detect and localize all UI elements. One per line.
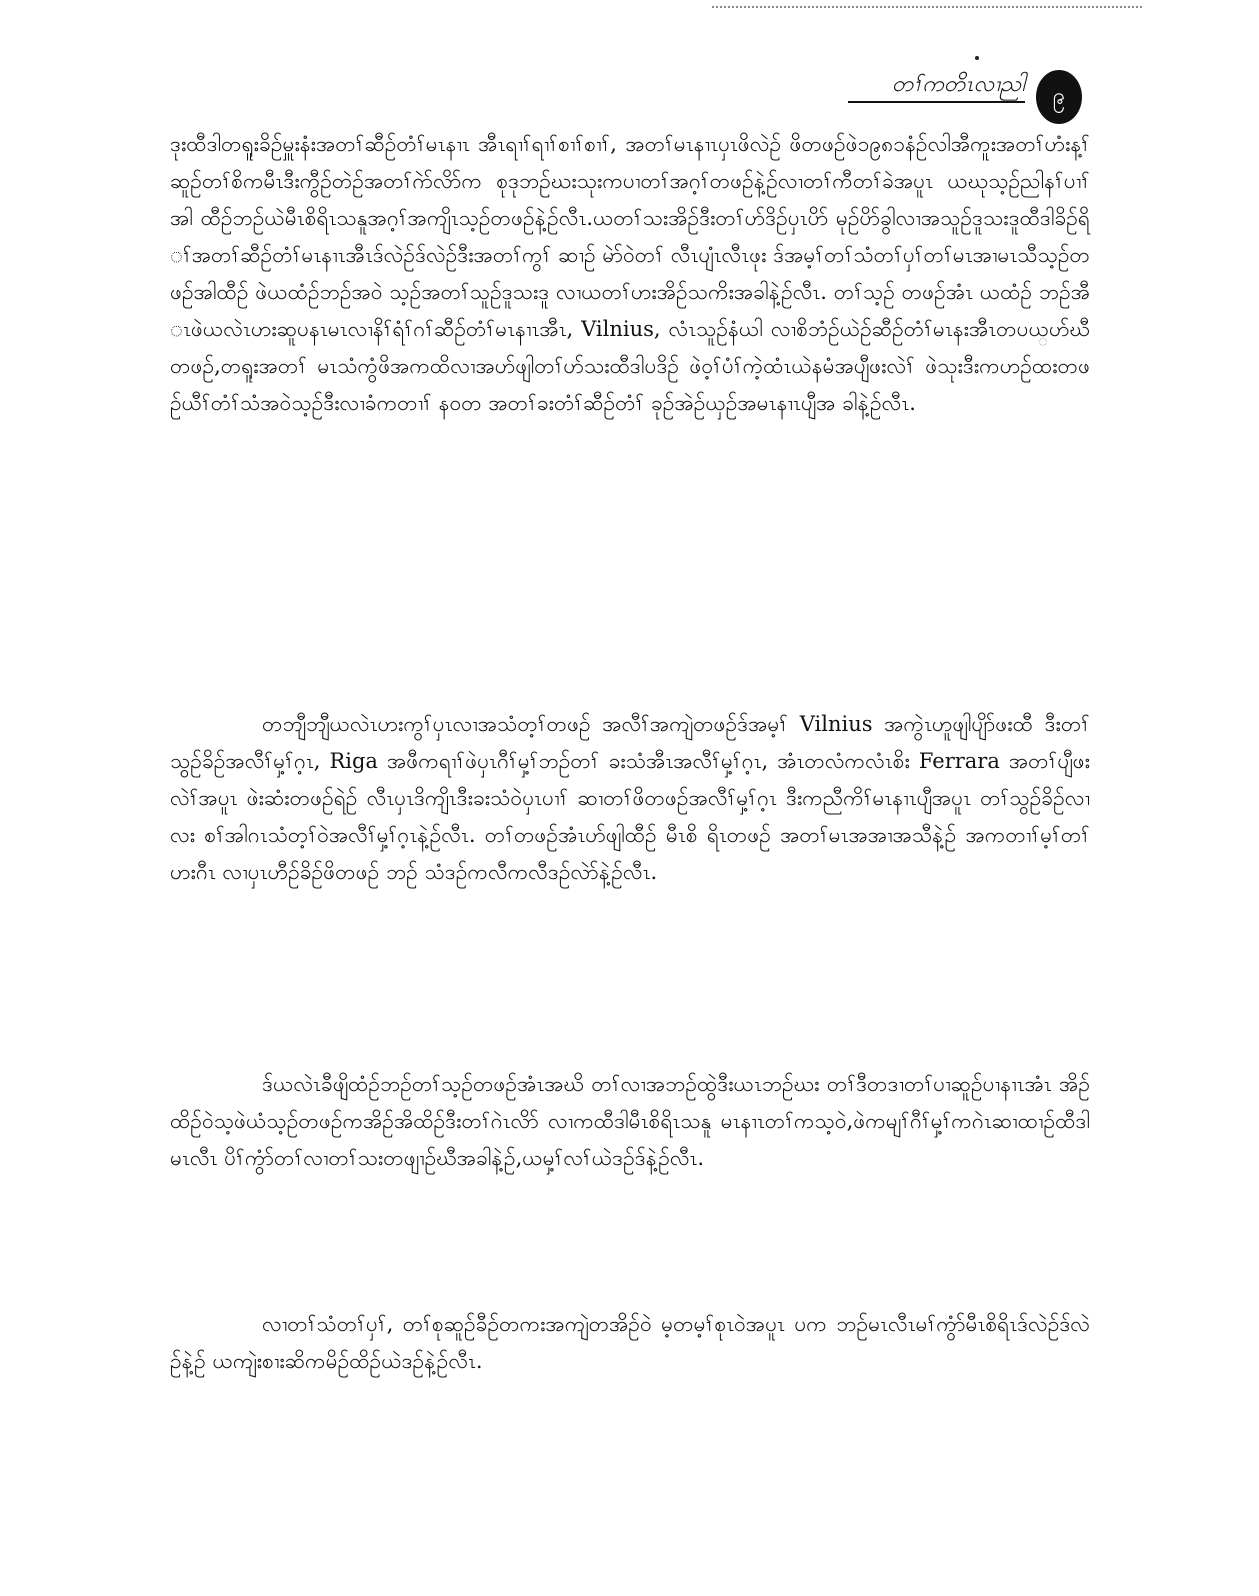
page-number-badge: ၉ [1036, 70, 1082, 124]
scan-speck [975, 56, 979, 60]
paragraph-3: ဒ်ယလဲၤခီဖျိထံဉ်ဘဉ်တၢ်သ့ဉ်တဖဉ်အံၤအဃိ တၢ်လၢအဘဉ်ထွဲဒီးယၤဘဉ်ဃး တၢ်ဒီတဒၢတၢ်ပၢဆူဉ်ပၢနၢၤအံၤ အိဉ်ထိဉ်ဝဲသ့ဖဲယံသ့ဉ်တဖဉ်ကအိဉ်အိထိဉ်ဒီးတၢ်ဂဲၤလိာ် လၢကထီဒါမီၤစိရိၤသနူ မၤနၢၤတၢ်ကသ့ဝဲ,ဖဲကမျၢ်ဂီၢ်မှ့ၢ်ကဂဲၤဆၢထၢဉ်ထီဒါမၤလီၤ ပိၢ်ကွံာ်တၢ်လၢတၢ်သးတဖျၢဉ်ဃီအခါနဲ့ဉ်,ယမှ့ၢ်လၢ်ယဲဒဉ်ဒ်နဲ့ဉ်လီၤ. [170, 1072, 1090, 1170]
running-title: တၢ်ကတိၤလၢညါ [891, 72, 1025, 97]
paragraph-4: လၢတၢ်သံတၢ်ပှၢ်, တၢ်စုဆူဉ်ခီဉ်တကးအကျဲတအိဉ်ဝဲ မ့တမ့ၢ်စုၤဝဲအပူၤ ပက ဘဉ်မၤလီၤမၢ်ကွံာ်မီၤစိရိၤဒ်လဲဉ်ဒ်လဲဉ်နဲ့ဉ် ယကျဲးစၢးဆိကမိဉ်ထိဉ်ယဲဒဉ်နဲ့ဉ်လီၤ. [170, 1312, 1090, 1373]
paragraph-1: ဒုးထီဒါတရူးခိဉ်မှူးနံးအတၢ်ဆီဉ်တံၢ်မၤနၢၤ အီၤရၢၢ်ရၢၢ်စၢၢ်စၢၢ်, အတၢ်မၤနၢၤပှၤဖိလဲဉ် ဖိတဖဉ်ဖဲ၁၉၈၁နံဉ်လါအီကူးအတၢ်ဟံးန့ၢ်ဆူဉ်တၢ်စိကမီၤဒီးကွီဉ်တဲဉ်အတၢ်ဂဲာ်လိာ်က စုဒုဘဉ်ဃးသုးကပၢတၢ်အဂ့ၢ်တဖဉ်နဲ့ဉ်လၢတၢ်ကီတၢ်ခဲအပူၤ ယဃုသ့ဉ်ညါနၢ်ပၢၢ်အါ ထီဉ်ဘဉ်ယဲမီၤစိရိၤသနူအဂ့ၢ်အကျိၤသ့ဉ်တဖဉ်နဲ့ဉ်လီၤ.ယတၢ်သးအိဉ်ဒီးတၢ်ဟ်ဒိဉ်ပှၤပိာ် မုဉ်ပိာ်ခွါလၢအသူဉ်ဒူသးဒူထီဒါခိဉ်ရိၢ်အတၢ်ဆီဉ်တံၢ်မၤနၢၤအီၤဒ်လဲဉ်ဒ်လဲဉ်ဒီးအတၢ်ကွၢ် ဆၢဉ် မဲာ်ဝဲတၢ် လီၤပျံၤလီၤဖုး ဒ်အမ့ၢ်တၢ်သံတၢ်ပှၢ်တၢ်မၤအၢမၤသီသ့ဉ်တဖဉ်အါထီဉ် ဖဲယထံဉ်ဘဉ်အဝဲ သ့ဉ်အတၢ်သူဉ်ဒူသးဒူ လၢယတၢ်ဟးအိဉ်သကိးအခါနဲ့ဉ်လီၤ. တၢ်သ့ဉ် တဖဉ်အံၤ ယထံဉ် ဘဉ်အီၤဖဲယလဲၤဟးဆူပနၤမၤလၢနိၢ်ရံၢ်ဂၢ်ဆီဉ်တံၢ်မၤနၢၤအီၤ, Vilnius, လံၤသူဉ်နံယါ လၢစိဘံဉ်ယဲဉ်ဆီဉ်တံၢ်မၤနးအီၤတပယ္ဟ်ဃီတဖဉ်,တရူးအတၢ် မၤသံကွံဖိအကထိလၢအဟ်ဖျါတၢ်ဟ်သးထီဒါပဒိဉ် ဖဲဝ့ၢ်ပံၢ်ကဲ့ထံၤယဲနမံအပျီဖးလဲၢ် ဖဲသုးဒီးကဟဉ်ထးတဖဉ်ယီၢ်တံၢ်သံအဝဲသ့ဉ်ဒီးလၢခံကတၢၢ် နဝတ အတၢ်ခးတံၢ်ဆီဉ်တံၢ် ခုဉ်အဲဉ်ယှဉ်အမၤနၢၤပျီအ ခါနဲ့ဉ်လီၤ. [170, 132, 1090, 415]
running-title-underline [848, 101, 1025, 103]
scan-edge-mark [712, 6, 1142, 8]
paragraph-2: တဘျီဘျီယလဲၤဟးကွၢ်ပှၤလၢအသံတ့ၢ်တဖဉ် အလီၢ်အကျဲတဖဉ်ဒ်အမ့ၢ် Vilnius အကွဲၤဟူဖျါပျိာ်ဖးထီ ဒီးတၢ်သွဉ်ခိဉ်အလီၢ်မှ့ၢ်ဂ့ၤ, Riga အဖီကရၢၢ်ဖဲပှၤဂီၢ်မှ့ၢ်ဘဉ်တၢ် ခးသံအီၤအလီၢ်မှ့ၢ်ဂ့ၤ, အံၤတလံကလံၤစိး Ferrara အတၢ်ပျီဖးလဲၢ်အပူၤ ဖဲးဆံးတဖဉ်ရဲဉ် လီၤပှၤဒိကျိၤဒီးခးသံဝဲပှၤပၢၢ် ဆၢတၢ်ဖိတဖဉ်အလီၢ်မှ့ၢ်ဂ့ၤ ဒီးကညီကိၢ်မၤနၢၤပျီအပူၤ တၢ်သွဉ်ခိဉ်လၢလး စၢ်အါဂၤသံတ့ၢ်ဝဲအလီၢ်မှ့ၢ်ဂ့ၤနဲ့ဉ်လီၤ. တၢ်တဖဉ်အံၤဟ်ဖျါထီဉ် မီၤစိ ရိၤတဖဉ် အတၢ်မၤအအၢအသီနဲ့ဉ် အကတၢၢ်မ့ၢ်တၢ်ဟးဂီၤ လၢပှၤဟီဉ်ခိဉ်ဖိတဖဉ် ဘဉ် သံဒဉ်ကလီကလီဒဉ်လဲာ်နဲ့ဉ်လီၤ. [170, 712, 1090, 884]
